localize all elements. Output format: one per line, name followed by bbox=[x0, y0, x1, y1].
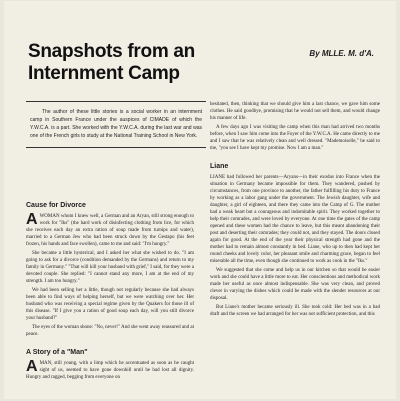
paragraph: But Liane's mother became seriously ill. She took cold: Her bed was in a bad draft and the screen we had arranged for her was not sufficient protection, and this bbox=[210, 305, 380, 317]
intro-box: The author of these little stories is a social worker in an internment camp in Southern France under the auspices of CIMADE of which the Y.W.C.A. is a part. She worked with the Y.W.C.A. during the last war and was one of the French girls to study at the National Training School in New York. bbox=[26, 101, 206, 148]
paragraph: We had been selling her a little, though not regularly because she had always been able to find ways of helping herself, but we were watching over her. Her husband who was receiving a special regime given by the Quakers for those ill of this disease. "If I give you a ration of good soup each day, will you still divorce your husband?" bbox=[26, 288, 194, 321]
paragraph: She became a little hysterical, and I asked her what she wished to do. "I am going to ask for a divorce (condition demanded by the Germans) and return to my family in Germany." "That will kill your husband with grief," I said, for they were a devoted couple. She replied: "I cannot stand any more, I am at the end of my strength. I am too hungry." bbox=[26, 251, 194, 284]
left-column bbox=[26, 201, 194, 383]
section-heading-liane: Liane bbox=[210, 163, 229, 170]
drop-cap: A bbox=[26, 358, 38, 375]
section-heading-man: A Story of a "Man" bbox=[26, 349, 88, 356]
paragraph-text: MAN, still young, with a limp which he accentuated as soon as he caught sight of us, seemed to have gone downhill until he had lost all dignity. Hungry and ragged, begging from everyone on bbox=[26, 361, 194, 380]
magazine-page bbox=[4, 1, 396, 399]
paragraph: The eyes of the woman shone: "No, never!" And she went away reassured and at peace. bbox=[26, 325, 194, 337]
paragraph: LIANE had followed her parents—Aryans—in their exodus into France when the situation in Germany became impossible for them. They wandered, pushed by circumstances, from one province to another, the father fulfilling his duty to France by working as a labor gang under the government. The Jewish daughter, wife and daughter, a girl of eighteen, and there they came into the Camp of G. The mother had a weak heart but a courageous and indomitable spirit. They worked together to help their comrades, and were loved by everyone. At one time the gates of the camp opened and these women had the chance to leave, but this meant abandoning their post and deserting their comrades; they could not, and they stayed. The doors closed again for good. At the end of the year their physical strength had gone and the mother had to remain almost constantly in bed. Liane, who up to then had kept her round cheeks and lovely color, her pleasant smile and charming grace, began to feel miserable all the time, even though she continued to work as cook in the "Iks." bbox=[210, 175, 380, 264]
paragraph bbox=[26, 213, 194, 248]
right-column bbox=[210, 101, 380, 320]
drop-cap: A bbox=[26, 211, 38, 228]
paragraph-text: WOMAN whom I knew well, a German and an Aryan, still strong enough to work for "Iks" (the hard work of disinfecting clothing from lice, for which she receives each day an extra ration of soup made from turnips and water), married to a German Jew who had been struck down by the Gestapo (his feet frozen, his hands and face swollen), came to me and said: "I'm hungry." bbox=[26, 214, 194, 247]
paragraph: A few days ago I was visiting the camp when this man had arrived two months before, when I saw him come into the Foyer of the Y.W.C.A. He came directly to me and I saw that he was relatively clean and well dressed. "Mademoiselle," he said to me, "you see I have kept my promise. Now I am a man." bbox=[210, 125, 380, 151]
paragraph: We suggested that she come and help us in our kitchen so that would be easier work and she could have a little more to eat. Her conscientious and methodical work made her useful as once almost indispensable. She was very clean, and proved clever in varying the dishes which could be made with the slender resources at our disposal. bbox=[210, 268, 380, 301]
page-title: Snapshots from an Internment Camp bbox=[28, 41, 195, 84]
byline: By MLLE. M. d'A. bbox=[309, 49, 374, 58]
section-heading-cause: Cause for Divorce bbox=[26, 202, 86, 209]
paragraph bbox=[26, 360, 194, 381]
paragraph: hesitated, then, thinking that we should give him a last chance, we gave him some clothes. He said goodbye, promising that he would not sell them, and would change his manner of life. bbox=[210, 102, 380, 121]
